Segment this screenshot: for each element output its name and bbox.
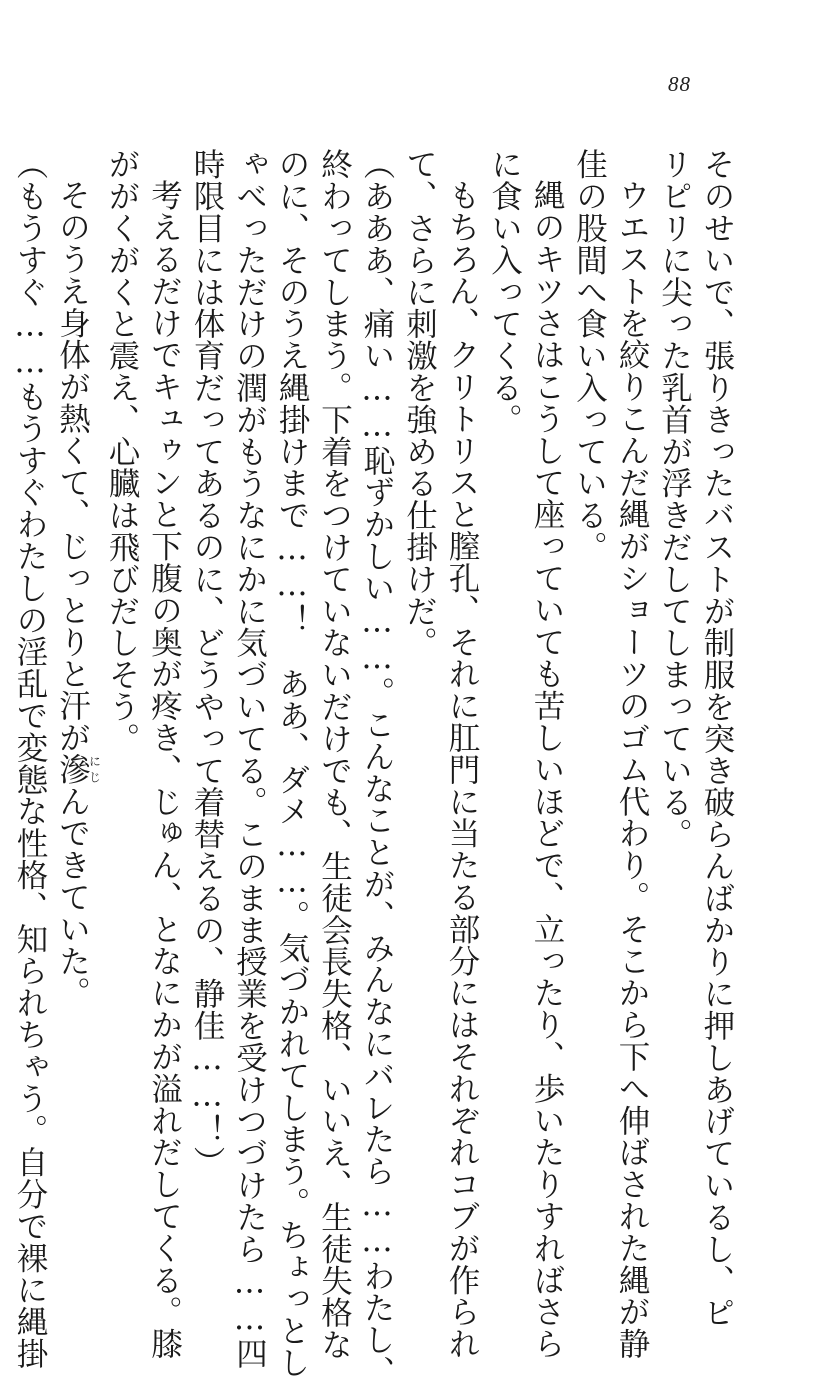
text-column-10: 終わってしまう。下着をつけていないだけでも、生徒会長失格、いいえ、生徒失格な [316, 148, 353, 1361]
text-column-16-before: そのうえ身体が熱くて、じっとりと汗が [54, 179, 91, 754]
text-column-7: もちろん、クリトリスと膣孔、それに肛門に当たる部分にはそれぞれコブが作られ [444, 179, 480, 1360]
text-column-14: 考えるだけでキュゥンと下腹の奥が疼き、じゅん、となにかが溢れだしてくる。膝 [146, 179, 183, 1360]
ruby-base: 滲 [54, 753, 91, 786]
text-column-4: 佳の股間へ食い入っている。 [571, 148, 608, 563]
text-column-16 [51, 148, 101, 1138]
text-column-1: そのせいで、張りきったバストが制服を突き破らんばかりに押しあげているし、ピ [699, 148, 735, 1329]
text-column-13: 時限目には体育だってあるのに、どうやって着替えるの、静佳……！） [189, 148, 225, 1178]
furigana-word [54, 753, 102, 786]
text-column-2: リピリに尖った乳首が浮きだしてしまっている。 [656, 148, 693, 850]
text-column-8: て、さらに刺激を強める仕掛けだ。 [401, 148, 438, 659]
text-column-17: （もうすぐ……もうすぐわたしの淫乱で変態な性格、知られちゃう。自分で裸に縄掛 [12, 148, 48, 1370]
text-column-15: ががくがくと震え、心臓は飛びだしそう。 [104, 148, 140, 755]
body-text [12, 148, 738, 1387]
page-number: 88 [668, 72, 691, 96]
ruby-reading: にじ [87, 753, 102, 786]
text-column-16-after: んできていた。 [54, 785, 91, 1009]
text-column-12: ゃべっただけの潤がもうなにかに気づいてる。このまま授業を受けつづけたら……四 [231, 148, 268, 1370]
text-column-9: （あああ、痛い……恥ずかしい……。こんなことが、みんなにバレたら……わたし、 [359, 148, 395, 1387]
text-column-11: のに、そのうえ縄掛けまで……！ ああ、ダメ……。気づかれてしまう。ちょっとし [274, 148, 310, 1379]
text-column-5: 縄のキツさはこうして座っていても苦しいほどで、立ったり、歩いたりすればさら [529, 179, 565, 1360]
text-column-6: に食い入ってくる。 [486, 148, 523, 436]
text-column-3: ウエストを絞りこんだ縄がショーツのゴム代わり。そこから下へ伸ばされた縄が静 [614, 179, 650, 1360]
